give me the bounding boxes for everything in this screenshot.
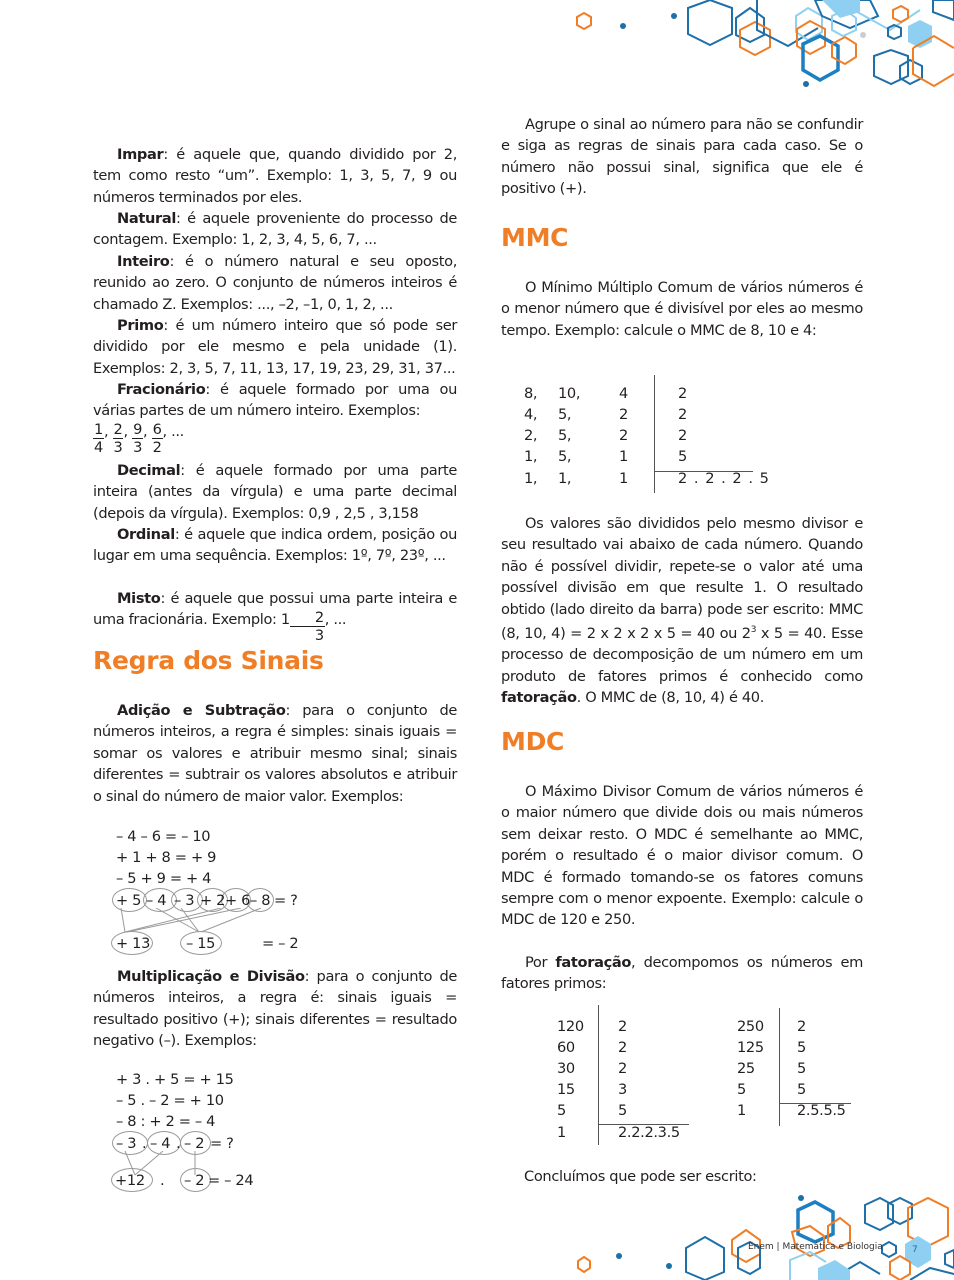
definition-primo: Primo: é um número inteiro que só pode ser dividido por ele mesmo e pela unidade (1). Exemplos: 2, 3, 5, 7, 11, 13, 17, 19, 23, 29, 31, 37... xyxy=(93,317,457,377)
equation: +12 xyxy=(115,1172,145,1189)
equation: + 13 xyxy=(116,935,151,952)
heading-regra-dos-sinais: Regra dos Sinais xyxy=(93,646,324,675)
fraction: $\frac{2}{3}$ xyxy=(113,421,123,456)
paragraph-conclusion: Concluímos que pode ser escrito: xyxy=(524,1168,757,1185)
hexagon-decoration-top xyxy=(560,0,954,100)
equation: – 4 – 6 = – 10 xyxy=(116,828,211,845)
footer-label: Enem | Matemática e Biologia xyxy=(748,1242,883,1252)
fraction: $\frac{9}{3}$ xyxy=(133,421,142,456)
paragraph-mmc: O Mínimo Múltiplo Comum de vários números é o menor número que é divisível por eles ao mesmo tempo. Exemplo: calcule o MMC de 8, 10 e 4: xyxy=(501,279,863,339)
definition-natural: Natural: é aquele proveniente do processo de contagem. Exemplo: 1, 2, 3, 4, 5, 6, 7, ... xyxy=(93,210,457,249)
equation: – 5 + 9 = + 4 xyxy=(116,870,212,887)
paragraph-intro: Agrupe o sinal ao número para não se confundir e siga as regras de sinais para cada caso. Se o número não possui sinal, significa que ele é positivo (+). xyxy=(501,116,863,198)
equation: + 1 + 8 = + 9 xyxy=(116,849,217,866)
fraction: $\frac{6}{2}$ xyxy=(152,421,162,456)
hexagon-decoration-bottom xyxy=(560,1190,954,1280)
definition-decimal: Decimal: é aquele formado por uma parte inteira (antes da vírgula) e uma parte decimal (depois da vírgula). Exemplos: 0,9 , 2,5 , 3,158 xyxy=(93,462,457,522)
paragraph-adicao-subtracao: Adição e Subtração: para o conjunto de números inteiros, a regra é simples: sinais iguais = somar os valores e atribuir mesmo sinal; sinais diferentes = subtrair os valores absolutos e atribuir o sinal do número de maior valor. Exemplos: xyxy=(93,702,457,805)
equation: – 5 . – 2 = + 10 xyxy=(116,1092,224,1109)
definition-fracionario: Fracionário: é aquele formado por uma ou várias partes de um número inteiro. Exemplos: xyxy=(93,381,457,420)
fraction: $\frac{2}{3}$ xyxy=(290,609,325,644)
equation: – 15 xyxy=(186,935,216,952)
paragraph-mdc: O Máximo Divisor Comum de vários números é o maior número que divide dois ou mais números sem deixar resto. O MDC é semelhante ao MMC, porém o resultado é o maior divisor comum. O MDC é formado tomando-se os fatores comuns sempre com o menor expoente. Exemplo: calcule o MDC de 120 e 250. xyxy=(501,783,863,929)
equation: – 8 : + 2 = – 4 xyxy=(116,1113,216,1130)
heading-mmc: MMC xyxy=(501,223,569,252)
equation: . xyxy=(160,1172,165,1189)
grouping-lines xyxy=(111,908,281,934)
equation: – 2 xyxy=(184,1172,205,1189)
definition-impar: Impar: é aquele que, quando dividido por 2, tem como resto “um”. Exemplo: 1, 3, 5, 7, 9 ou números terminados por eles. xyxy=(93,146,457,206)
divider xyxy=(779,1008,780,1126)
paragraph-fatoracao: Por fatoração, decompomos os números em fatores primos: xyxy=(501,954,863,993)
equation: + 3 . + 5 = + 15 xyxy=(116,1071,234,1088)
equation-terms: + 5 – 4 – 3 + 2+ 6– 8 = ? xyxy=(116,892,298,909)
fraction-examples: $\frac{1}{4}$ , $\frac{2}{3}$ , $\frac{9}{3}$ , $\frac{6}{2}$ , ... xyxy=(94,421,184,456)
equation: = – 2 xyxy=(262,935,299,952)
paragraph-multiplicacao-divisao: Multiplicação e Divisão: para o conjunto de números inteiros, a regra é: sinais iguais = resultado positivo (+); sinais diferentes = resultado negativo (–). Exemplos: xyxy=(93,968,458,1050)
definition-inteiro: Inteiro: é o número natural e seu oposto, reunido ao zero. O conjunto de números inteiros é chamado Z. Exemplos: ..., –2, –1, 0, 1, 2, ... xyxy=(93,253,457,313)
heading-mdc: MDC xyxy=(501,727,565,756)
equation: = – 24 xyxy=(208,1172,254,1189)
fraction: $\frac{1}{4}$ xyxy=(94,421,103,456)
equation-terms: – 3 . – 4 . – 2 = ? xyxy=(116,1135,234,1152)
definition-misto: Misto: é aquele que possui uma parte inteira e uma fracionária. Exemplo: 1 $\frac{2}{3}$ , ... xyxy=(93,590,457,645)
definition-ordinal: Ordinal: é aquele que indica ordem, posição ou lugar em uma sequência. Exemplos: 1º, 7º, 23º, ... xyxy=(93,526,457,565)
page-number: 7 xyxy=(912,1245,918,1255)
divider xyxy=(654,375,655,493)
paragraph-mmc-explanation: Os valores são divididos pelo mesmo divisor e seu resultado vai abaixo de cada número. Quando não é possível dividir, repete-se o valor até uma possível divisão em que resulte 1. O resultado obtido (lado direito da barra) pode ser escrito: MMC (8, 10, 4) = 2 x 2 x 2 x 5 = 40 ou $2^3$ x 5 = 40. Esse processo de decomposição de um número em um produto de fatores primos é conhecido como fatoração. O MMC de (8, 10, 4) é 40. xyxy=(501,515,863,707)
